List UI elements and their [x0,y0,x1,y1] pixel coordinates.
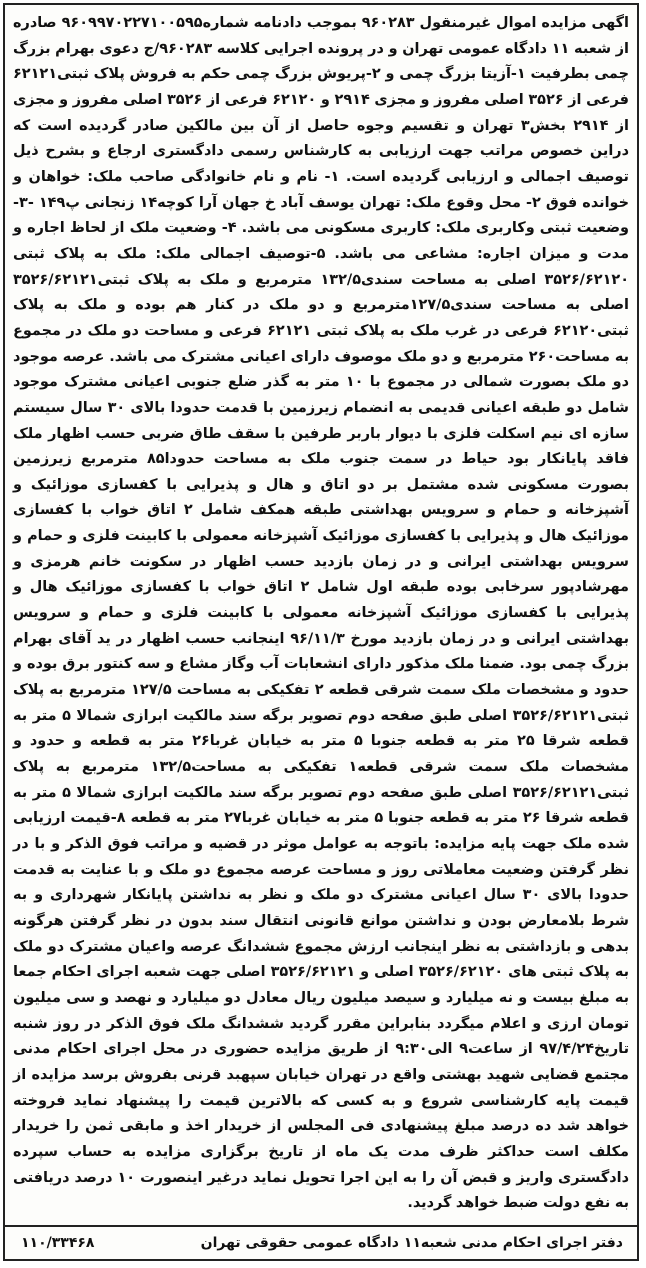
issuer-label: دفتر اجرای احکام مدنی شعبه۱۱ دادگاه عمومی حقوقی تهران [200,1235,623,1251]
notice-code: ۱۱۰/۳۳۴۶۸ [21,1235,95,1251]
notice-body [13,11,629,1219]
notice-text: اگهی مزایده اموال غیرمنقول ۹۶۰۲۸۳ بموجب دادنامه شماره۹۶۰۹۹۷۰۲۲۷۱۰۰۵۹۵ صادره از شعبه ۱۱ دادگاه عمومی تهران و در پرونده اجرایی کلاسه ۹۶۰۲۸۳/ج دعوی بهرام بزرگ چمی بطرفیت ۱-آزیتا بزرگ چمی و ۲-پریوش بزرگ چمی حکم به فروش پلاک ثبتی۶۲۱۲۱ فرعی از ۳۵۲۶ اصلی مفروز و مجزی ۲۹۱۴ و ۶۲۱۲۰ فرعی از ۳۵۲۶ اصلی مفروز و مجزی از ۲۹۱۴ بخش۳ تهران و تقسیم وجوه حاصل از آن بین مالکین صادر گردیده است که دراین خصوص مراتب جهت ارزیابی به کارشناس رسمی دادگستری ارجاع و بشرح ذیل توصیف اجمالی و ارزیابی گردیده است. ۱- نام و نام خانوادگی صاحب ملک: خواهان و خوانده فوق ۲- محل وقوع ملک: تهران یوسف آباد خ جهان آرا کوچه۱۴ زنجانی پ۱۴۹ -۳- وضعیت ثبتی وکاربری ملک: کاربری مسکونی می باشد. ۴- وضعیت ملک از لحاظ اجاره و مدت و میزان اجاره: مشاعی می باشد. ۵-توصیف اجمالی ملک: ملک به پلاک ثبتی ۳۵۲۶/۶۲۱۲۰ اصلی به مساحت سندی۱۳۲/۵ مترمربع و ملک به پلاک ثبتی۳۵۲۶/۶۲۱۲۱ اصلی به مساحت سندی۱۲۷/۵مترمربع و دو ملک در کنار هم بوده و ملک به پلاک ثبتی۶۲۱۲۰ فرعی در غرب ملک به پلاک ثبتی ۶۲۱۲۱ فرعی و مساحت دو ملک در مجموع به مساحت۲۶۰ مترمربع و دو ملک موصوف دارای اعیانی مشترک می باشد. عرصه موجود دو ملک بصورت شمالی در مجموع با ۱۰ متر به گذر ضلع جنوبی اعیانی مشترک موجود شامل دو طبقه اعیانی قدیمی به انضمام زیرزمین با قدمت حدودا بالای ۳۰ سال سیستم سازه ای نیم اسکلت فلزی با دیوار باربر طرفین با سقف طاق ضربی حسب اظهار ملک فاقد پایانکار بود حیاط در سمت جنوب ملک به مساحت حدودا۸۵ مترمربع زیرزمین بصورت مسکونی شده مشتمل بر دو اتاق و هال و پذیرایی با کفسازی موزائیک و آشپزخانه و حمام و سرویس بهداشتی طبقه همکف شامل ۲ اتاق خواب با کفسازی موزائیک هال و پذیرایی با کفسازی موزائیک آشپزخانه معمولی با کابینت فلزی و حمام و سرویس بهداشتی ایرانی و در زمان بازدید حسب اظهار در سکونت خانم هرمزی و مهرشادپور سرخابی بوده طبقه اول شامل ۲ اتاق خواب با کفسازی موزائیک هال و پذیرایی با کفسازی موزائیک آشپزخانه معمولی با کابینت فلزی و حمام و سرویس بهداشتی ایرانی و در زمان بازدید مورخ ۹۶/۱۱/۳ اینجانب حسب اظهار در ید آقای بهرام بزرگ چمی بود. ضمنا ملک مذکور دارای انشعابات آب وگاز مشاع و سه کنتور برق بوده و حدود و مشخصات ملک سمت شرقی قطعه ۲ تفکیکی به مساحت ۱۲۷/۵ مترمربع به پلاک ثبتی۳۵۲۶/۶۲۱۲۱ اصلی طبق صفحه دوم تصویر برگه سند مالکیت ابرازی شمالا ۵ متر به قطعه شرقا ۲۵ متر به قطعه جنوبا ۵ متر به خیابان غربا۲۶ متر به قطعه و حدود و مشخصات ملک سمت شرقی قطعه۱ تفکیکی به مساحت۱۳۲/۵ مترمربع به پلاک ثبتی۳۵۲۶/۶۲۱۲۱ اصلی طبق صفحه دوم تصویر برگه سند مالکیت ابرازی شمالا ۵ متر به قطعه شرقا ۲۶ متر به قطعه جنوبا ۵ متر به خیابان غربا۲۷ متر به قطعه ۸-قیمت ارزیابی شده ملک جهت پایه مزایده: باتوجه به عوامل موثر در قضیه و مراتب فوق الذکر و با در نظر گرفتن وضعیت معاملاتی روز و مساحت عرصه مجموع دو ملک و با عنایت به قدمت حدودا بالای ۳۰ سال اعیانی مشترک دو ملک و نظر به نداشتن پایانکار شهرداری و به شرط بلامعارض بودن و نداشتن موانع قانونی انتقال سند بدون در نظر گرفتن هرگونه بدهی و بازداشتی به نظر اینجانب ارزش مجموع ششدانگ عرصه واعیان مشترک دو ملک به پلاک ثبتی های ۳۵۲۶/۶۲۱۲۰ اصلی و ۳۵۲۶/۶۲۱۲۱ اصلی جهت شعبه اجرای احکام جمعا به مبلغ بیست و نه میلیارد و سیصد میلیون ریال معادل دو میلیارد و نهصد و سی میلیون تومان ارزی و اعلام میگردد بنابراین مقرر گردید ششدانگ ملک فوق الذکر در روز شنبه تاریخ۹۷/۴/۲۴ از ساعت۹ الی۹:۳۰ از طریق مزایده حضوری در محل اجرای احکام مدنی مجتمع قضایی شهید بهشتی واقع در تهران خیابان سپهبد قرنی بفروش برسد مزایده از قیمت پایه کارشناسی شروع و به کسی که بالاترین قیمت را پیشنهاد نماید فروخته خواهد شد ده درصد مبلغ پیشنهادی فی المجلس از خریدار اخذ و مابقی ثمن را خریدار مکلف است حداکثر ظرف مدت یک ماه از تاریخ برگزاری مزایده به حساب سپرده دادگستری واریز و قبض آن را به این اجرا تحویل نماید درغیر اینصورت ۱۰ درصد دریافتی به نفع دولت ضبط خواهد گردید. [13,15,630,1212]
notice-footer [5,1225,637,1259]
auction-notice [3,3,639,1261]
